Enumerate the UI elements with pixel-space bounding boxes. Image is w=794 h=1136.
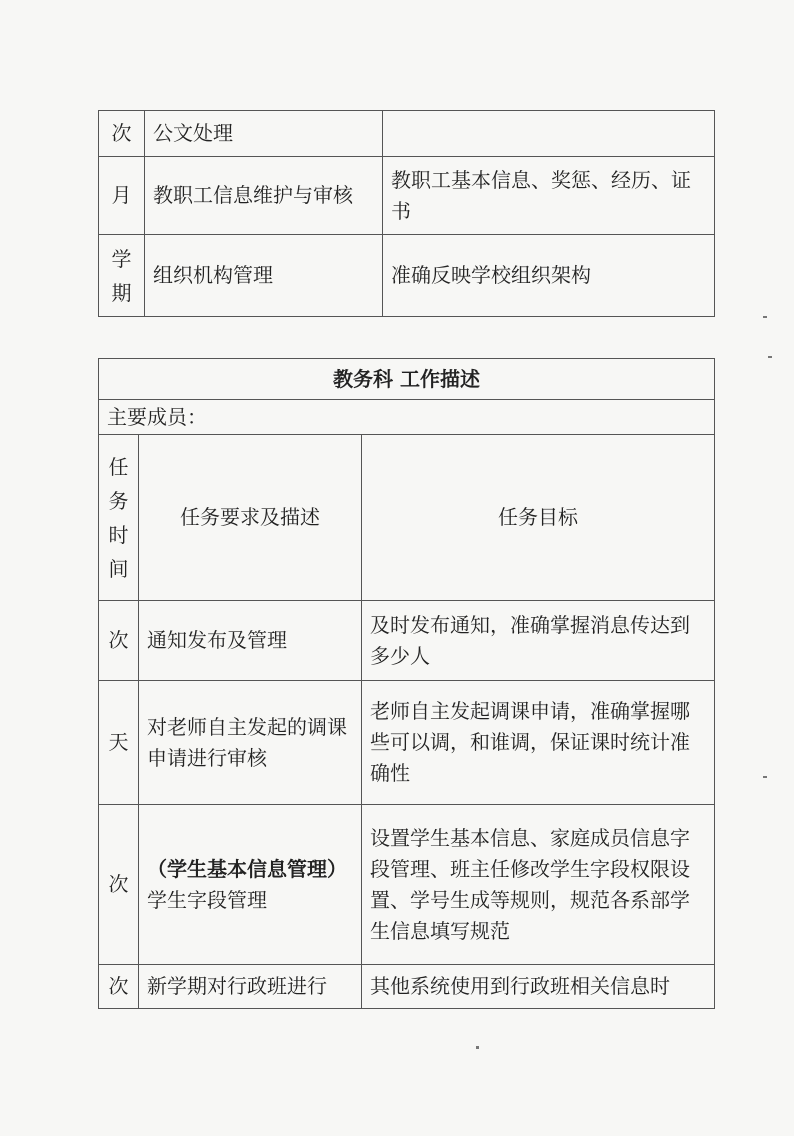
scan-speck <box>768 356 772 358</box>
task-description-cell <box>139 805 362 965</box>
task-description-cell: 公文处理 <box>145 111 383 157</box>
academic-affairs-table <box>98 358 715 1009</box>
task-description-cell: 新学期对行政班进行 <box>139 965 362 1009</box>
task-goal-cell: 及时发布通知，准确掌握消息传达到多少人 <box>362 601 715 681</box>
task-goal-cell: 设置学生基本信息、家庭成员信息字段管理、班主任修改学生字段权限设置、学号生成等规则，规范各系部学生信息填写规范 <box>362 805 715 965</box>
task-time-cell: 次 <box>99 965 139 1009</box>
task-time-cell: 学 期 <box>99 235 145 317</box>
task-description-cell: 通知发布及管理 <box>139 601 362 681</box>
task-description-cell: 对老师自主发起的调课申请进行审核 <box>139 681 362 805</box>
members-row <box>99 400 715 435</box>
members-label: 主要成员： <box>99 400 715 435</box>
task-goal-cell: 准确反映学校组织架构 <box>383 235 715 317</box>
task-time-cell: 次 <box>99 601 139 681</box>
staff-task-table <box>98 110 715 317</box>
task-goal-cell: 教职工基本信息、奖惩、经历、证书 <box>383 157 715 235</box>
table-row <box>99 157 715 235</box>
table-row <box>99 805 715 965</box>
header-goal-cell: 任务目标 <box>362 435 715 601</box>
task-text: 学生字段管理 <box>147 887 267 912</box>
header-task-cell: 任务要求及描述 <box>139 435 362 601</box>
task-goal-cell <box>383 111 715 157</box>
task-time-cell: 月 <box>99 157 145 235</box>
table-header-row <box>99 435 715 601</box>
header-time-cell: 任 务 时 间 <box>99 435 139 601</box>
table-title: 教务科 工作描述 <box>99 359 715 400</box>
scan-speck <box>763 316 767 318</box>
table-row <box>99 235 715 317</box>
table-row <box>99 965 715 1009</box>
table-row <box>99 601 715 681</box>
task-time-cell: 次 <box>99 111 145 157</box>
task-time-cell: 次 <box>99 805 139 965</box>
task-goal-cell: 其他系统使用到行政班相关信息时 <box>362 965 715 1009</box>
task-description-cell: 教职工信息维护与审核 <box>145 157 383 235</box>
task-goal-cell: 老师自主发起调课申请，准确掌握哪些可以调，和谁调，保证课时统计准确性 <box>362 681 715 805</box>
table-row <box>99 111 715 157</box>
task-time-cell: 天 <box>99 681 139 805</box>
task-heading: （学生基本信息管理） <box>147 856 347 881</box>
scan-speck <box>476 1046 479 1049</box>
table-title-row <box>99 359 715 400</box>
table-row <box>99 681 715 805</box>
scan-speck <box>763 776 767 778</box>
task-description-cell: 组织机构管理 <box>145 235 383 317</box>
